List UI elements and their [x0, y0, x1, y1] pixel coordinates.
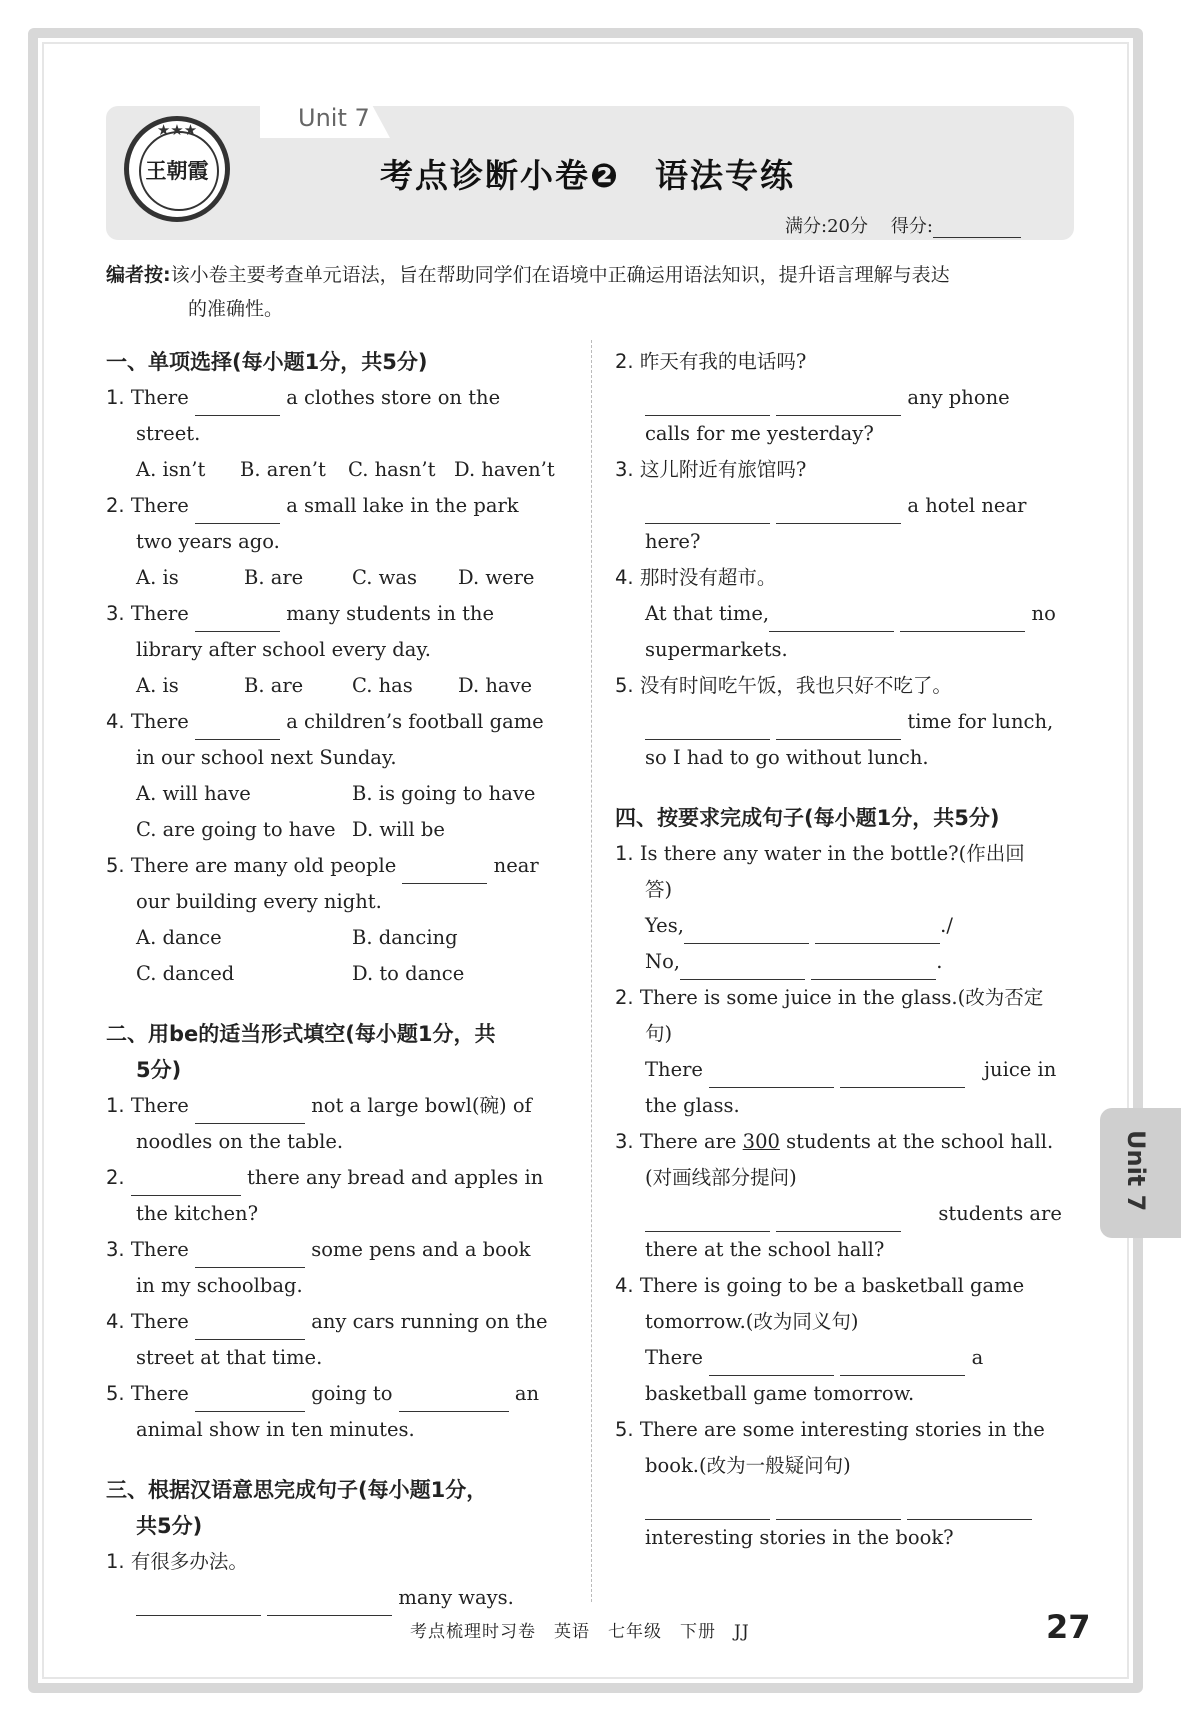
answer-blank[interactable]	[195, 1101, 305, 1124]
section-2-title-2: 5分)	[136, 1058, 182, 1082]
answer-blank[interactable]	[776, 1497, 901, 1520]
question: 5. There are many old people near	[106, 848, 564, 884]
question: 4. There is going to be a basketball game	[615, 1274, 1025, 1297]
options: A. is B. are C. was D. were	[136, 566, 535, 589]
options: A. will have B. is going to have	[136, 782, 536, 805]
answer-blank[interactable]	[195, 1317, 305, 1340]
answer-blank[interactable]	[769, 609, 894, 632]
section-1-title: 一、单项选择(每小题1分，共5分)	[106, 350, 428, 374]
answer-blank[interactable]	[195, 501, 280, 524]
question: 1. There a clothes store on the	[106, 380, 564, 416]
answer-blank[interactable]	[840, 1065, 965, 1088]
question: 1. 有很多办法。	[106, 1550, 248, 1573]
answer-blank[interactable]	[195, 393, 280, 416]
answer-blank[interactable]	[195, 609, 280, 632]
full-score: 满分:20分	[785, 216, 868, 237]
question: 2. There a small lake in the park	[106, 488, 564, 524]
answer-blank[interactable]	[900, 609, 1025, 632]
unit-label: Unit 7	[298, 104, 370, 132]
answer-blank[interactable]	[815, 921, 940, 944]
question: 1. There not a large bowl(碗) of	[106, 1088, 564, 1124]
note-label: 编者按:	[106, 264, 171, 286]
section-2-title: 二、用be的适当形式填空(每小题1分，共	[106, 1022, 496, 1046]
question: 2. There is some juice in the glass.(改为否定	[615, 986, 1044, 1009]
note-text: 该小卷主要考查单元语法，旨在帮助同学们在语境中正确运用语法知识，提升语言理解与表达	[170, 264, 950, 286]
question: 3. There are 300 students at the school hall.	[615, 1130, 1054, 1153]
page-title: 考点诊断小卷❷ 语法专练	[380, 156, 795, 195]
section-4-title: 四、按要求完成句子(每小题1分，共5分)	[615, 806, 1000, 830]
answer-blank[interactable]	[907, 1497, 1032, 1520]
answer-blank[interactable]	[840, 1353, 965, 1376]
options: A. dance B. dancing	[136, 926, 458, 949]
question: 3. There many students in the	[106, 596, 564, 632]
question: 5. 没有时间吃午饭，我也只好不吃了。	[615, 674, 952, 697]
editor-note	[106, 258, 1076, 326]
score-label: 得分:	[890, 216, 933, 237]
question: 5. There going to an	[106, 1376, 564, 1412]
options: C. danced D. to dance	[136, 962, 465, 985]
score-area	[785, 212, 1021, 238]
section-3-title: 三、根据汉语意思完成句子(每小题1分，	[106, 1478, 488, 1502]
answer-blank[interactable]	[136, 1593, 261, 1616]
options: A. isn’t B. aren’t C. hasn’t D. haven’t	[136, 458, 555, 481]
answer-blank[interactable]	[645, 1497, 770, 1520]
options: C. are going to have D. will be	[136, 818, 445, 841]
answer-blank[interactable]	[402, 861, 487, 884]
answer-blank[interactable]	[645, 1209, 770, 1232]
footer-text: 考点梳理时习卷 英语 七年级 下册 JJ	[410, 1622, 750, 1642]
logo-stars-icon: ★★★	[156, 121, 198, 139]
question: 4. There a children’s football game	[106, 704, 564, 740]
answer-blank[interactable]	[811, 957, 936, 980]
answer-blank[interactable]	[776, 717, 901, 740]
question: 3. 这儿附近有旅馆吗?	[615, 458, 807, 481]
note-text-2: 的准确性。	[188, 298, 284, 320]
question: 4. There any cars running on the	[106, 1304, 564, 1340]
answer-blank[interactable]	[645, 393, 770, 416]
logo-text: 王朝霞	[145, 158, 209, 183]
answer-blank[interactable]	[680, 957, 805, 980]
answer-blank[interactable]	[684, 921, 809, 944]
answer-blank[interactable]	[267, 1593, 392, 1616]
answer-blank[interactable]	[195, 717, 280, 740]
answer-blank[interactable]	[645, 717, 770, 740]
answer-blank[interactable]	[709, 1065, 834, 1088]
question: 2. there any bread and apples in	[106, 1160, 564, 1196]
answer-blank[interactable]	[776, 1209, 901, 1232]
publisher-logo	[124, 116, 230, 222]
question: 4. 那时没有超市。	[615, 566, 777, 589]
question: 3. There some pens and a book	[106, 1232, 564, 1268]
question: 2. 昨天有我的电话吗?	[615, 350, 807, 373]
answer-blank[interactable]	[776, 501, 901, 524]
answer-blank[interactable]	[399, 1389, 509, 1412]
answer-blank[interactable]	[131, 1173, 241, 1196]
answer-blank[interactable]	[195, 1389, 305, 1412]
answer-blank[interactable]	[776, 393, 901, 416]
score-blank[interactable]	[933, 219, 1021, 238]
unit-side-tab: Unit 7	[1100, 1108, 1181, 1238]
options: A. is B. are C. has D. have	[136, 674, 533, 697]
answer-blank[interactable]	[645, 501, 770, 524]
page-number: 27	[1046, 1608, 1091, 1646]
answer-blank[interactable]	[195, 1245, 305, 1268]
right-column: 2. 昨天有我的电话吗? any phone calls for me yesterday? 3. 这儿附近有旅馆吗? a hotel near here? 4. 那时没有超市。 At that time, no supermarkets. 5. 没有时间吃午饭，我也只好不吃了。 time for lunch, so I had to go without lunch. 四、按要求完成句子(每小题1分，共5分) 1. Is there any water in the bottle?(作出回 答) Yes, ./ No, . 2. There is some juice in the glass.(改为否定 句) There juice in the glass. 3. There are 300 students at the school hall. (对画线部分提问) students are there at the school hall? 4. There is going to be a basketball game tomorrow.(改为同义句) There a basketball game tomorrow. 5. There are some interesting stories in the book.(改为一般疑问句) interesting stories in the book?	[615, 338, 1075, 1556]
question: 5. There are some interesting stories in the	[615, 1418, 1045, 1441]
left-column: 一、单项选择(每小题1分，共5分) 1. There a clothes store on the street. A. isn’t B. aren’t C. hasn’t D. haven’t 2. There a small lake in the park two years ago. A. is B. are C. was D. were 3. There many students in the library after school every day. A. is B. are C. has D. have 4. There a children’s football game in our school next Sunday. A. will have B. is going to have C. are going to have D. will be 5. There are many old people near our building every night. A. dance B. dancing C. danced D. to dance 二、用be的适当形式填空(每小题1分，共 5分) 1. There not a large bowl(碗) of noodles on the table. 2. there any bread and apples in the kitchen? 3. There some pens and a book in my schoolbag. 4. There any cars running on the street at that time. 5. There going to an animal show in ten minutes. 三、根据汉语意思完成句子(每小题1分， 共5分) 1. 有很多办法。 many ways.	[106, 338, 564, 1616]
column-divider	[591, 340, 592, 1602]
answer-blank[interactable]	[709, 1353, 834, 1376]
section-3-title-2: 共5分)	[136, 1514, 203, 1538]
question: 1. Is there any water in the bottle?(作出回	[615, 842, 1025, 865]
